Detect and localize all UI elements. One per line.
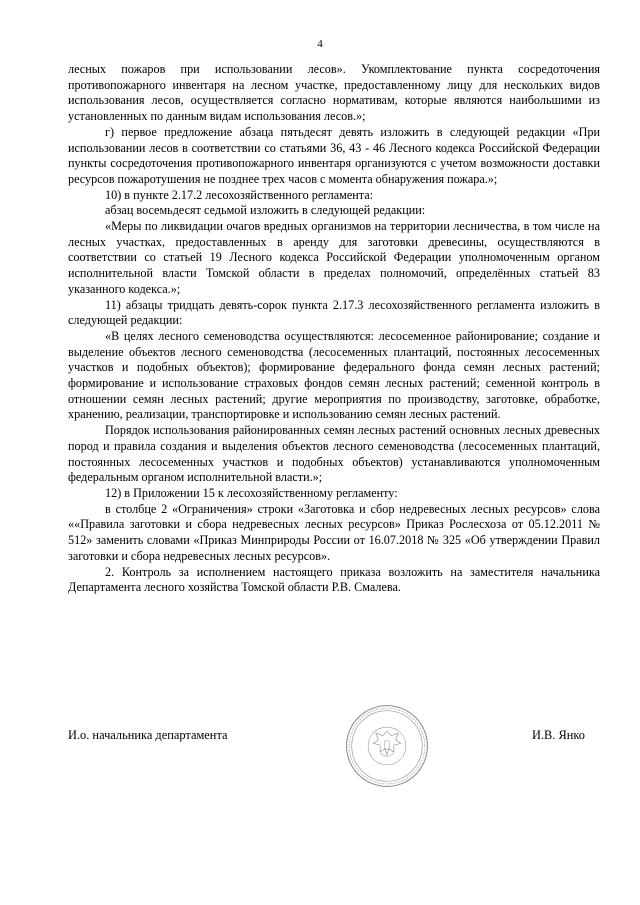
signatory-name: И.В. Янко <box>532 728 585 742</box>
paragraph: «В целях лесного семеноводства осуществляются: лесосеменное районирование; создание и выделение объектов лесного семеноводства (лесосеменных плантаций, постоянных лесосеменных участков и подобных объектов); формирование федерального фонда семян лесных растений; формирование и использование страховых фондов семян лесных растений; семенной контроль в отношении семян лесных растений; другие мероприятия по производству, заготовке, обработке, хранению, реализации, транспортировке и использованию семян лесных растений. <box>68 328 600 422</box>
official-seal-image <box>344 703 430 789</box>
paragraph: Порядок использования районированных семян лесных растений основных лесных древесных пород и правила создания и выделения объектов лесного семеноводства (лесосеменных плантаций, постоянных лесосеменных участков и подобных объектов) устанавливаются уполномоченным федеральным органом исполнительной власти.»; <box>68 423 600 485</box>
paragraph: абзац восемьдесят седьмой изложить в следующей редакции: <box>105 203 426 218</box>
paragraph: 10) в пункте 2.17.2 лесохозяйственного регламента: <box>105 187 374 202</box>
paragraph: 12) в Приложении 15 к лесохозяйственному регламенту: <box>105 485 398 500</box>
paragraph: 11) абзацы тридцать девять-сорок пункта 2.17.3 лесохозяйственного регламента изложить в следующей редакции: <box>68 297 600 328</box>
paragraph: 2. Контроль за исполнением настоящего приказа возложить на заместителя начальника Департамента лесного хозяйства Томской области Р.В. Смалева. <box>68 564 600 595</box>
paragraph: «Меры по ликвидации очагов вредных организмов на территории лесничества, в том числе на лесных участках, предоставленных в аренду для заготовки древесины, осуществляются в соответствии со статьей 19 Лесного кодекса Российской Федерации уполномоченным органом исполнительной власти Томской области в пределах полномочий, определённых статьей 83 указанного кодекса.»; <box>68 219 600 296</box>
document-body <box>68 62 600 596</box>
paragraph: г) первое предложение абзаца пятьдесят девять изложить в следующей редакции «При использовании лесов в соответствии со статьями 36, 43 - 46 Лесного кодекса Российской Федерации пункты сосредоточения противопожарного инвентаря организуются с учетом возможности доставки ресурсов пожаротушения не позднее трех часов с момента обнаружения пожара.»; <box>68 124 600 186</box>
paragraph: в столбце 2 «Ограничения» строки «Заготовка и сбор недревесных лесных ресурсов» слова ««Правила заготовки и сбора недревесных лесных ресурсов» Приказ Рослесхоза от 05.12.2011 № 512» заменить словами «Приказ Минприроды России от 16.07.2018 № 325 «Об утверждении Правил заготовки и сбора недревесных лесных ресурсов». <box>68 501 600 563</box>
paragraph: лесных пожаров при использовании лесов». Укомплектование пункта сосредоточения противопожарного инвентаря на лесном участке, предоставленному лицу для нескольких видов использования лесов, осуществляется согласно нормативам, которые являются наибольшими из установленных по данным видам использования лесов.»; <box>68 62 600 124</box>
page-number: 4 <box>317 38 323 50</box>
signatory-position: И.о. начальника департамента <box>68 728 228 742</box>
